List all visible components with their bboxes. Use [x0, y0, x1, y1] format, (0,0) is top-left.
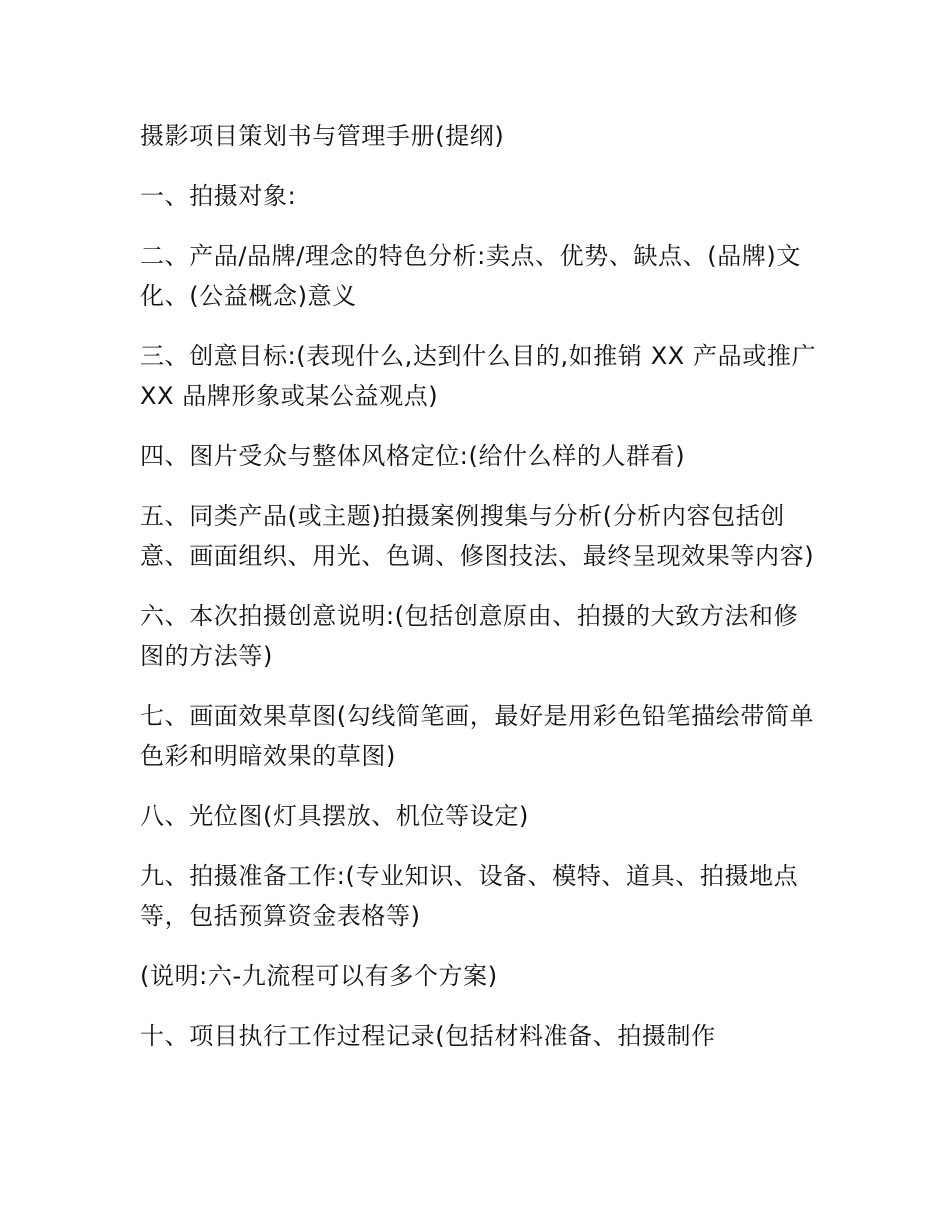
outline-item-4: 四、图片受众与整体风格定位:(给什么样的人群看) — [140, 442, 686, 470]
outline-item-8: 八、光位图(灯具摆放、机位等设定) — [140, 802, 529, 830]
outline-item-10: 十、项目执行工作过程记录(包括材料准备、拍摄制作 — [140, 1022, 716, 1050]
outline-item-5: 五、同类产品(或主题)拍摄案例搜集与分析(分析内容包括创意、画面组织、用光、色调、修图技法、最终呈现效果等内容) — [140, 502, 815, 570]
outline-item-9: 九、拍摄准备工作:(专业知识、设备、模特、道具、拍摄地点等，包括预算资金表格等) — [140, 862, 799, 930]
outline-item-3: 三、创意目标:(表现什么,达到什么目的,如推销 XX 产品或推广 XX 品牌形象或某公益观点) — [140, 342, 817, 410]
outline-note: (说明:六-九流程可以有多个方案) — [140, 962, 498, 990]
outline-item-7: 七、画面效果草图(勾线简笔画，最好是用彩色铅笔描绘带简单色彩和明暗效果的草图) — [140, 702, 815, 770]
document-body — [140, 116, 820, 1076]
outline-item-2: 二、产品/品牌/理念的特色分析:卖点、优势、缺点、(品牌)文化、(公益概念)意义 — [140, 242, 801, 310]
document-title: 摄影项目策划书与管理手册(提纲) — [140, 122, 505, 150]
outline-item-1: 一、拍摄对象: — [140, 182, 297, 210]
outline-item-6: 六、本次拍摄创意说明:(包括创意原由、拍摄的大致方法和修图的方法等) — [140, 602, 799, 670]
